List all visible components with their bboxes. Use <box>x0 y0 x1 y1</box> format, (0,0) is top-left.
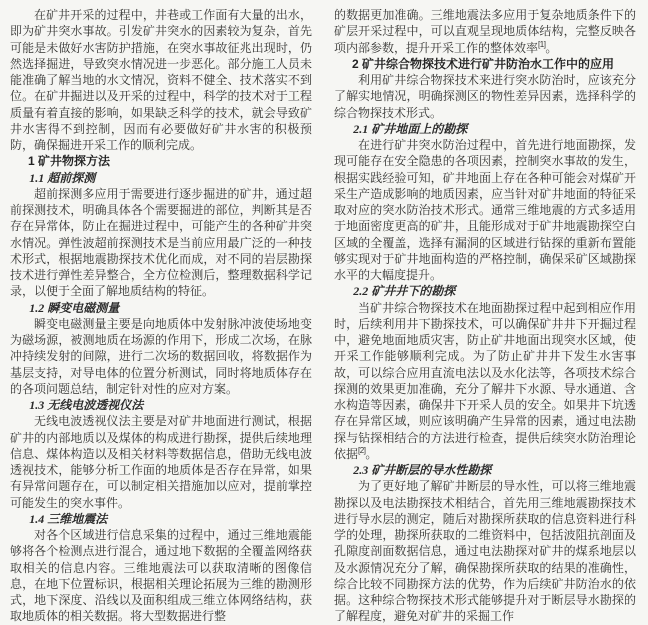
paragraph-1-1: 超前探测多应用于需要进行逐步掘进的矿井，通过超前探测技术，明确具体各个需要掘进的部位，判断其是否存在异常体，防止在掘进过程中，可能产生的各种矿井突水情况。弹性波超前探测技术是当前应用最广泛的一种技术形式，根据地震勘探技术优化而成，对不同的岩层勘探技术进行弹性差异整合，全方位检测后，整理数据科学记录，以便于全面了解地质结构的特征。 <box>10 186 312 299</box>
heading-2-1: 2.1 矿井地面上的勘探 <box>353 121 468 136</box>
paragraph-intro: 在矿井开采的过程中，井巷或工作面有大量的出水，即为矿井突水事故。引发矿井突水的因素较为复杂，首先可能是未做好水害防护措施，在突水事故征兆出现时，仍然选择掘进，导致突水情况进一步恶化。部分施工人员未能准确了解当地的水文情况，资料不健全、技术落实不到位。在矿井掘进以及开采的过程中，科学的技术对于工程质量有着直接的影响，如果缺乏科学的技术，就会导致矿井水害得不到控制，因而有必要做好矿井水害的积极预防，确保掘进开采工作的顺利完成。 <box>10 8 312 152</box>
heading-section-1: 1 矿井物探方法 <box>28 154 111 169</box>
heading-1-1: 1.1 超前探测 <box>29 170 96 185</box>
paragraph-1-3: 无线电波透视仪法主要是对矿井地面进行测试，根据矿井的内部地质以及煤体的构成进行勘探，提供后续地理信息、煤体构造以及相关材料等数据信息，借助无线电波透视技术，能够分析工作面的地质体是否存在异常，如果有异常问题存在，可以制定相关措施加以应对，提前掌控可能发生的突水事件。 <box>10 414 312 510</box>
paragraph-2-2 <box>334 300 636 463</box>
heading-2-2: 2.2 矿井井下的勘探 <box>353 284 456 299</box>
heading-1-2: 1.2 瞬变电磁测量 <box>29 300 120 315</box>
heading-1-4: 1.4 三维地震法 <box>29 511 108 526</box>
citation-ref-1: [1] <box>538 39 546 49</box>
paragraph-1-2: 瞬变电磁测量主要是向地质体中发射脉冲波使场地变为磁场源，被测地质在场源的作用下，形成二次场，在脉冲持续发射的间隙，进行二次场的数据回收，将数据作为基层支持，对导电体的位置分析测试，同时将地质体存在的各项问题总结，制定针对性的应对方案。 <box>10 316 312 396</box>
column-right <box>334 7 636 624</box>
paragraph-2-3: 为了更好地了解矿井断层的导水性，可以将三维地震勘探以及电法勘探技术相结合，首先用三维地震勘探技术进行导水层的测定，随后对勘探所获取的信息资料进行科学的处理，勘探所获取的二维资料中，包括波阻抗剖面及孔隙度剖面数据信息，通过电法勘探对矿井的煤系地层以及水源情况充分了解，确保勘探所获取的结果的准确性，综合比较不同勘探方法的优势，作为后续矿井防治水的依据。这种综合物探技术形式能够提升对于断层导水勘探的了解程度，避免对矿井的采掘工作 <box>334 479 636 624</box>
heading-section-2: 2 矿井综合物探技术进行矿井防治水工作中的应用 <box>352 56 615 71</box>
heading-1-3: 1.3 无线电波透视仪法 <box>29 398 144 412</box>
column-left <box>10 7 312 624</box>
paragraph-1-4: 对各个区域进行信息采集的过程中，通过三维地震能够将各个检测点进行混合，通过地下数据的全覆盖网络获取相关的信息内容。三维地震法可以获取清晰的图像信息，在地下位置标识，根据相关理论拓展为三维的勘测形式，地下深度、沿线以及面积组成三维立体网络结构，获取地质体的相关数据。将大型数据进行整 <box>10 528 312 624</box>
paragraph-tail: 。 <box>365 446 378 461</box>
paragraph-2-intro: 利用矿井综合物探技术来进行突水防治时，应该充分了解实地情况，明确探测区的物性差异因素，选择科学的综合物探技术形式。 <box>334 73 636 120</box>
paragraph-1-4-continued <box>334 7 636 56</box>
paragraph-text: 的数据更加准确。三维地震法多应用于复杂地质条件下的矿层开采过程中，可以直观呈现地质体结构，完整反映各项内部参数，提升开采工作的整体效率 <box>334 8 636 55</box>
paragraph-text: 当矿井综合物探技术在地面勘探过程中起到相应作用时，后续利用井下勘探技术，可以确保矿井井下开掘过程中，避免地面地质灾害，防止矿井地面出现突水区域，使开采工作能够顺利完成。为了防止矿井井下发生水害事故，可以综合应用直流电法以及水化法等，各项技术综合探测的效果更加准确，充分了解井下水源、导水通道、含水构造等因素，确保井下开采人员的安全。如果井下坑透存在异常区域，则应该明确产生异常的因素，通过电法勘探与钻探相结合的方法进行检查，提供后续突水防治理论依据 <box>334 300 636 461</box>
paragraph-tail: 。 <box>545 40 558 55</box>
heading-2-3: 2.3 矿井断层的导水性勘探 <box>353 463 492 477</box>
paragraph-2-1: 在进行矿井突水防治过程中，首先进行地面勘探，发现可能存在安全隐患的各项因素，控制突水事故的发生，根据实践经验可知，矿井地面上存在各种可能会对煤矿开采生产造成影响的地质因素，应当针对矿井地面的特征采取对应的突水防治技术形式。通常三维地震的方式多适用于地面密度更高的矿井，且能形成对于矿井地震勘探空白区域的全覆盖，选择有漏洞的区域进行钻探的重新布置能够实现对于矿井地面构造的严格控制，确保采矿区域勘探水平的大幅度提升。 <box>334 138 636 282</box>
citation-ref-2: [2] <box>358 445 366 455</box>
